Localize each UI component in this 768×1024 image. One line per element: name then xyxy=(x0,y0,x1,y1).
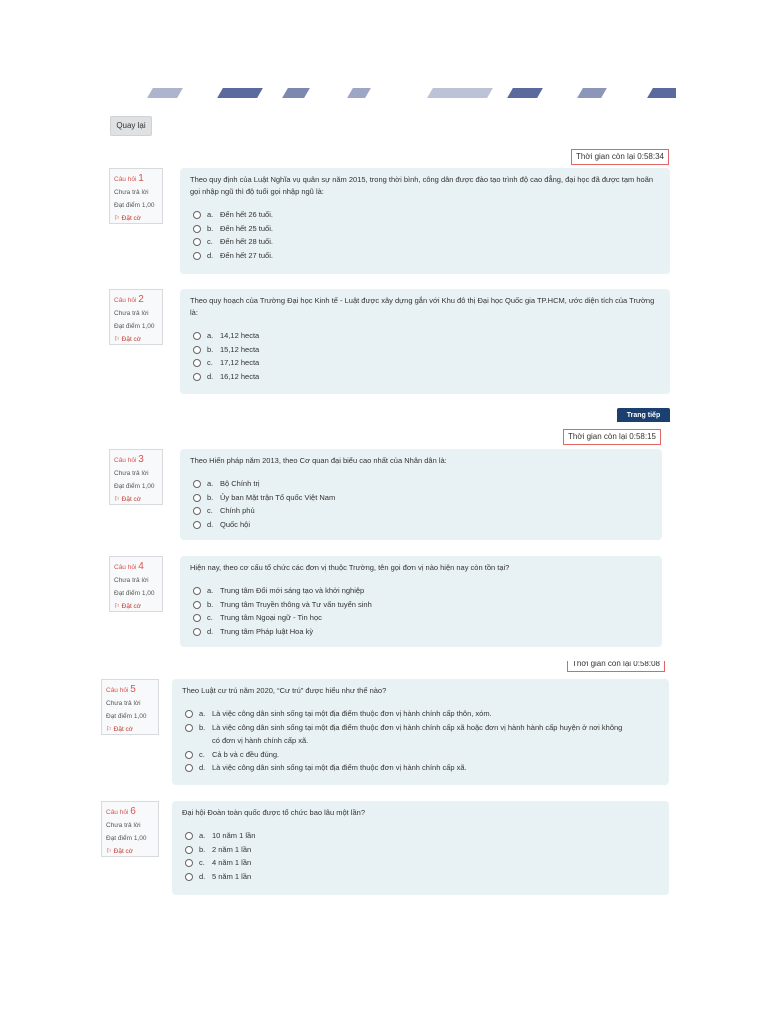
question-number: Câu hỏi 5 xyxy=(106,684,136,695)
question-number: Câu hỏi 4 xyxy=(114,561,144,572)
timer-badge: Thời gian còn lại 0:58:34 xyxy=(571,149,669,165)
answer-option[interactable]: b. Là việc công dân sinh sống tại một địa điểm thuộc đơn vị hành chính cấp xã hoặc đơn vị hành hành cấp huyện ở nơi không có đơn vị hành chính cấp xã. xyxy=(182,721,659,748)
radio-button[interactable] xyxy=(185,710,193,718)
question-text: Theo Hiến pháp năm 2013, theo Cơ quan đại biểu cao nhất của Nhân dân là: xyxy=(190,456,447,465)
radio-button[interactable] xyxy=(185,873,193,881)
question-points: Đạt điểm 1,00 xyxy=(114,323,155,330)
header-banner xyxy=(110,88,676,98)
radio-button[interactable] xyxy=(193,587,201,595)
question-text: Đại hội Đoàn toàn quốc được tổ chức bao lâu một lần? xyxy=(182,808,365,817)
radio-button[interactable] xyxy=(185,859,193,867)
answer-option[interactable]: b. Trung tâm Truyền thông và Tư vấn tuyển sinh xyxy=(190,598,652,612)
answer-option[interactable]: d. Đến hết 27 tuổi. xyxy=(190,249,660,263)
flag-question-button[interactable]: ⚐ Đặt cờ xyxy=(114,336,142,343)
question-info xyxy=(109,168,163,224)
flag-icon: ⚐ xyxy=(114,336,120,343)
answer-option[interactable]: a. Bộ Chính trị xyxy=(190,477,652,491)
flag-icon: ⚐ xyxy=(114,603,120,610)
answer-option[interactable]: d. 16,12 hecta xyxy=(190,370,660,384)
answer-option[interactable]: c. Chính phủ xyxy=(190,504,652,518)
radio-button[interactable] xyxy=(193,480,201,488)
question-points: Đạt điểm 1,00 xyxy=(106,835,147,842)
question-info xyxy=(109,449,163,505)
flag-icon: ⚐ xyxy=(106,848,112,855)
question-info xyxy=(109,289,163,345)
radio-button[interactable] xyxy=(185,832,193,840)
answer-option[interactable]: d. Quốc hội xyxy=(190,518,652,532)
question-points: Đạt điểm 1,00 xyxy=(114,483,155,490)
question-content xyxy=(180,289,670,394)
question-points: Đạt điểm 1,00 xyxy=(114,202,155,209)
answer-option[interactable]: a. Đến hết 26 tuổi. xyxy=(190,208,660,222)
flag-icon: ⚐ xyxy=(114,496,120,503)
radio-button[interactable] xyxy=(185,846,193,854)
timer-badge: Thời gian còn lại 0:58:08 xyxy=(567,661,665,672)
radio-button[interactable] xyxy=(193,507,201,515)
answer-option[interactable]: a. Trung tâm Đổi mới sáng tạo và khởi nghiệp xyxy=(190,584,652,598)
radio-button[interactable] xyxy=(193,628,201,636)
flag-icon: ⚐ xyxy=(114,215,120,222)
flag-question-button[interactable]: ⚐ Đặt cờ xyxy=(114,215,142,222)
question-info xyxy=(101,679,159,735)
question-points: Đạt điểm 1,00 xyxy=(114,590,155,597)
question-text: Theo Luật cư trú năm 2020, “Cư trú” được hiểu như thế nào? xyxy=(182,686,387,695)
question-text: Theo quy định của Luật Nghĩa vụ quân sự năm 2015, trong thời bình, công dân được đào tạo trình độ cao đẳng, đại học đã được tạm hoãn gọi nhập ngũ thì độ tuổi gọi nhập ngũ là: xyxy=(190,175,654,196)
radio-button[interactable] xyxy=(193,373,201,381)
question-number: Câu hỏi 6 xyxy=(106,806,136,817)
question-number: Câu hỏi 1 xyxy=(114,173,144,184)
radio-button[interactable] xyxy=(193,346,201,354)
question-number: Câu hỏi 3 xyxy=(114,454,144,465)
question-status: Chưa trả lời xyxy=(114,470,149,477)
radio-button[interactable] xyxy=(193,521,201,529)
flag-question-button[interactable]: ⚐ Đặt cờ xyxy=(114,603,142,610)
answer-option[interactable]: b. Ủy ban Mặt trận Tổ quốc Việt Nam xyxy=(190,491,652,505)
answer-option[interactable]: b. Đến hết 25 tuổi. xyxy=(190,222,660,236)
timer-badge: Thời gian còn lại 0:58:15 xyxy=(563,429,661,445)
radio-button[interactable] xyxy=(185,724,193,732)
question-content xyxy=(172,679,669,785)
question-number: Câu hỏi 2 xyxy=(114,294,144,305)
radio-button[interactable] xyxy=(185,751,193,759)
flag-icon: ⚐ xyxy=(106,726,112,733)
question-status: Chưa trả lời xyxy=(106,822,141,829)
question-status: Chưa trả lời xyxy=(106,700,141,707)
answer-option[interactable]: d. Trung tâm Pháp luật Hoa kỳ xyxy=(190,625,652,639)
question-status: Chưa trả lời xyxy=(114,577,149,584)
answer-option[interactable]: a. Là việc công dân sinh sống tại một địa điểm thuộc đơn vị hành chính cấp thôn, xóm. xyxy=(182,707,659,721)
answer-option[interactable]: c. 17,12 hecta xyxy=(190,356,660,370)
answer-option[interactable]: c. Cả b và c đều đúng. xyxy=(182,748,659,762)
radio-button[interactable] xyxy=(193,225,201,233)
radio-button[interactable] xyxy=(193,614,201,622)
answer-option[interactable]: c. Trung tâm Ngoại ngữ - Tin học xyxy=(190,611,652,625)
question-content xyxy=(180,168,670,274)
answer-option[interactable]: a. 14,12 hecta xyxy=(190,329,660,343)
next-page-button[interactable]: Trang tiếp xyxy=(617,408,670,422)
answer-option[interactable]: b. 2 năm 1 lần xyxy=(182,843,659,857)
radio-button[interactable] xyxy=(193,601,201,609)
answer-option[interactable]: c. Đến hết 28 tuổi. xyxy=(190,235,660,249)
back-button[interactable]: Quay lại xyxy=(110,116,152,136)
radio-button[interactable] xyxy=(193,359,201,367)
question-content xyxy=(180,449,662,540)
answer-option[interactable]: d. 5 năm 1 lần xyxy=(182,870,659,884)
question-text: Hiện nay, theo cơ cấu tổ chức các đơn vị thuộc Trường, tên gọi đơn vị nào hiện nay còn tồn tại? xyxy=(190,563,510,572)
radio-button[interactable] xyxy=(193,211,201,219)
answer-option[interactable]: b. 15,12 hecta xyxy=(190,343,660,357)
question-info xyxy=(101,801,159,857)
question-info xyxy=(109,556,163,612)
question-content xyxy=(180,556,662,647)
question-content xyxy=(172,801,669,895)
radio-button[interactable] xyxy=(193,252,201,260)
flag-question-button[interactable]: ⚐ Đặt cờ xyxy=(106,848,134,855)
question-points: Đạt điểm 1,00 xyxy=(106,713,147,720)
question-text: Theo quy hoạch của Trường Đại học Kinh tế - Luật được xây dựng gắn với Khu đô thị Đại học Quốc gia TP.HCM, ước diện tích của Trường là: xyxy=(190,296,655,317)
radio-button[interactable] xyxy=(185,764,193,772)
question-status: Chưa trả lời xyxy=(114,310,149,317)
radio-button[interactable] xyxy=(193,332,201,340)
radio-button[interactable] xyxy=(193,238,201,246)
answer-option[interactable]: c. 4 năm 1 lần xyxy=(182,856,659,870)
radio-button[interactable] xyxy=(193,494,201,502)
answer-option[interactable]: a. 10 năm 1 lần xyxy=(182,829,659,843)
question-status: Chưa trả lời xyxy=(114,189,149,196)
flag-question-button[interactable]: ⚐ Đặt cờ xyxy=(114,496,142,503)
answer-option[interactable]: d. Là việc công dân sinh sống tại một địa điểm thuộc đơn vị hành chính cấp xã. xyxy=(182,761,659,775)
flag-question-button[interactable]: ⚐ Đặt cờ xyxy=(106,726,134,733)
